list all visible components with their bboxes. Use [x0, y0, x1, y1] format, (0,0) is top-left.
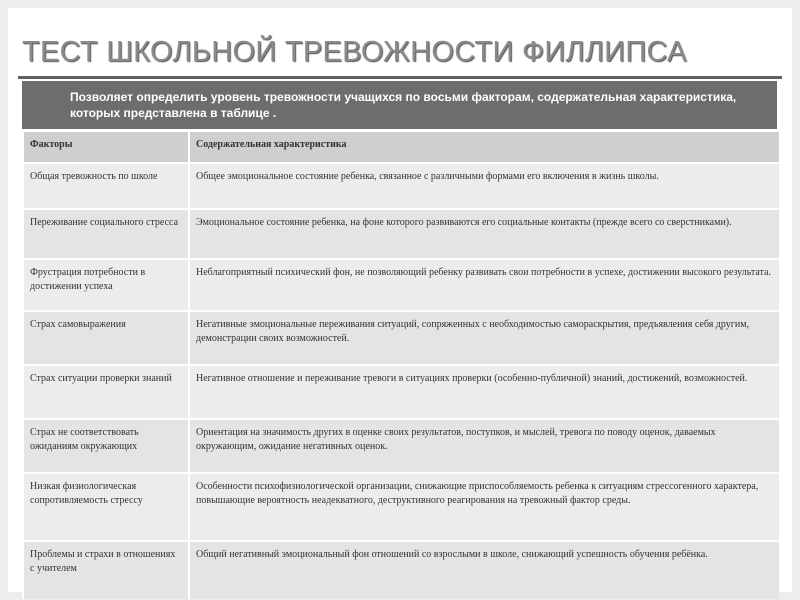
- description-cell: Эмоциональное состояние ребенка, на фоне которого развиваются его социальные контакты (прежде всего со сверстниками).: [189, 209, 779, 259]
- description-cell: Негативные эмоциональные переживания ситуаций, сопряженных с необходимостью самораскрытия, предъявления себя другим, демонстрации своих возможностей.: [189, 311, 779, 365]
- description-cell: Общее эмоциональное состояние ребенка, связанное с различными формами его включения в жизнь школы.: [189, 163, 779, 209]
- description-cell: Неблагоприятный психический фон, не позволяющий ребенку развивать свои потребности в успехе, достижении высокого результата.: [189, 259, 779, 311]
- factor-cell: Проблемы и страхи в отношениях с учителем: [23, 541, 189, 599]
- factor-cell: Страх не соответствовать ожиданиям окружающих: [23, 419, 189, 473]
- description-cell: Ориентация на значимость других в оценке своих результатов, поступков, и мыслей, тревога по поводу оценок, даваемых окружающим, ожидание негативных оценок.: [189, 419, 779, 473]
- factor-cell: Переживание социального стресса: [23, 209, 189, 259]
- description-cell: Особенности психофизиологической организации, снижающие приспособляемость ребенка к ситуациям стрессогенного характера, повышающие вероятность неадекватного, деструктивного реагирования на тревожный фактор среды.: [189, 473, 779, 541]
- factor-cell: Страх ситуации проверки знаний: [23, 365, 189, 419]
- title-underline: [18, 76, 782, 79]
- table-row: [23, 163, 779, 209]
- table-row: [23, 259, 779, 311]
- table-row: [23, 209, 779, 259]
- table-row: [23, 473, 779, 541]
- table-row: [23, 419, 779, 473]
- factor-cell: Страх самовыражения: [23, 311, 189, 365]
- factors-table: [22, 130, 779, 599]
- slide: [8, 8, 792, 592]
- intro-banner: Позволяет определить уровень тревожности учащихся по восьми факторам, содержательная характеристика, которых представлена в таблице .: [22, 81, 777, 129]
- description-cell: Общий негативный эмоциональный фон отношений со взрослыми в школе, снижающий успешность обучения ребёнка.: [189, 541, 779, 599]
- column-header-factors: Факторы: [23, 131, 189, 163]
- factor-cell: Общая тревожность по школе: [23, 163, 189, 209]
- table-header-row: [23, 131, 779, 163]
- description-cell: Негативное отношение и переживание тревоги в ситуациях проверки (особенно-публичной) знаний, достижений, возможностей.: [189, 365, 779, 419]
- column-header-description: Содержательная характеристика: [189, 131, 779, 163]
- factor-cell: Низкая физиологическая сопротивляемость стрессу: [23, 473, 189, 541]
- table-row: [23, 541, 779, 599]
- table-row: [23, 311, 779, 365]
- table-row: [23, 365, 779, 419]
- factor-cell: Фрустрация потребности в достижении успеха: [23, 259, 189, 311]
- page-title: ТЕСТ ШКОЛЬНОЙ ТРЕВОЖНОСТИ ФИЛЛИПСА: [22, 36, 687, 68]
